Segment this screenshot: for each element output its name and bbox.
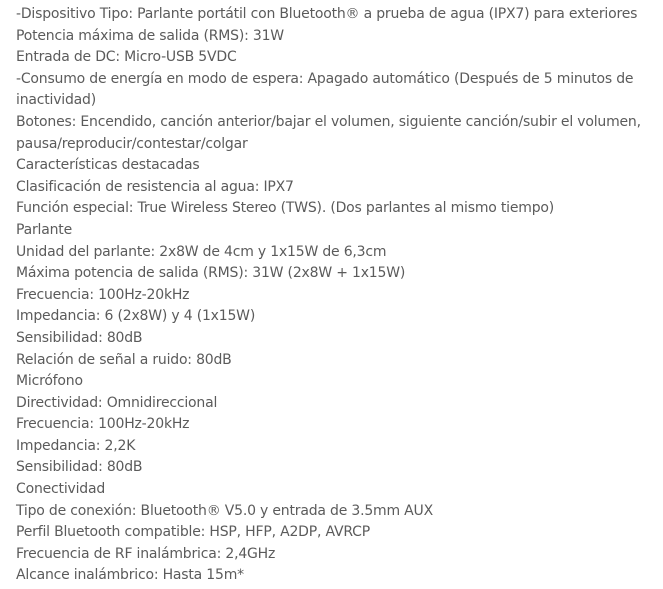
spec-line-dc-input: Entrada de DC: Micro-USB 5VDC [16, 49, 237, 66]
section-heading-microphone: Micrófono [16, 373, 83, 390]
spec-line-speaker-sensitivity: Sensibilidad: 80dB [16, 329, 143, 346]
spec-line-snr: Relación de señal a ruido: 80dB [16, 351, 232, 368]
spec-line-mic-directivity: Directividad: Omnidireccional [16, 394, 218, 411]
spec-line-speaker-unit: Unidad del parlante: 2x8W de 4cm y 1x15W de 6,3cm [16, 243, 387, 260]
spec-line-speaker-frequency: Frecuencia: 100Hz-20kHz [16, 286, 190, 303]
spec-line-speaker-impedance: Impedancia: 6 (2x8W) y 4 (1x15W) [16, 308, 256, 325]
spec-line-mic-sensitivity: Sensibilidad: 80dB [16, 459, 143, 476]
spec-line-device-type: -Dispositivo Tipo: Parlante portátil con Bluetooth® a prueba de agua (IPX7) para exteriores [16, 6, 638, 22]
spec-line-special-function: Función especial: True Wireless Stereo (TWS). (Dos parlantes al mismo tiempo) [16, 200, 555, 217]
section-heading-speaker: Parlante [16, 221, 72, 238]
spec-line-mic-impedance: Impedancia: 2,2K [16, 437, 136, 454]
spec-line-rf-frequency: Frecuencia de RF inalámbrica: 2,4GHz [16, 545, 276, 562]
spec-line-speaker-max-output: Máxima potencia de salida (RMS): 31W (2x8W + 1x15W) [16, 265, 406, 282]
spec-line-water-resistance: Clasificación de resistencia al agua: IPX7 [16, 178, 294, 195]
section-heading-features: Características destacadas [16, 157, 200, 174]
spec-line-wireless-range: Alcance inalámbrico: Hasta 15m* [16, 567, 244, 584]
spec-line-connection-type: Tipo de conexión: Bluetooth® V5.0 y entrada de 3.5mm AUX [16, 502, 433, 519]
product-spec-list [16, 4, 656, 587]
spec-line-bluetooth-profiles: Perfil Bluetooth compatible: HSP, HFP, A2DP, AVRCP [16, 524, 370, 541]
spec-line-buttons: Botones: Encendido, canción anterior/bajar el volumen, siguiente canción/subir el volumen, pausa/reproducir/contestar/colgar [16, 113, 641, 152]
spec-line-mic-frequency: Frecuencia: 100Hz-20kHz [16, 416, 190, 433]
section-heading-connectivity: Conectividad [16, 481, 106, 498]
spec-line-standby-consumption: -Consumo de energía en modo de espera: Apagado automático (Después de 5 minutos de inactividad) [16, 70, 634, 109]
spec-line-max-output: Potencia máxima de salida (RMS): 31W [16, 27, 284, 44]
